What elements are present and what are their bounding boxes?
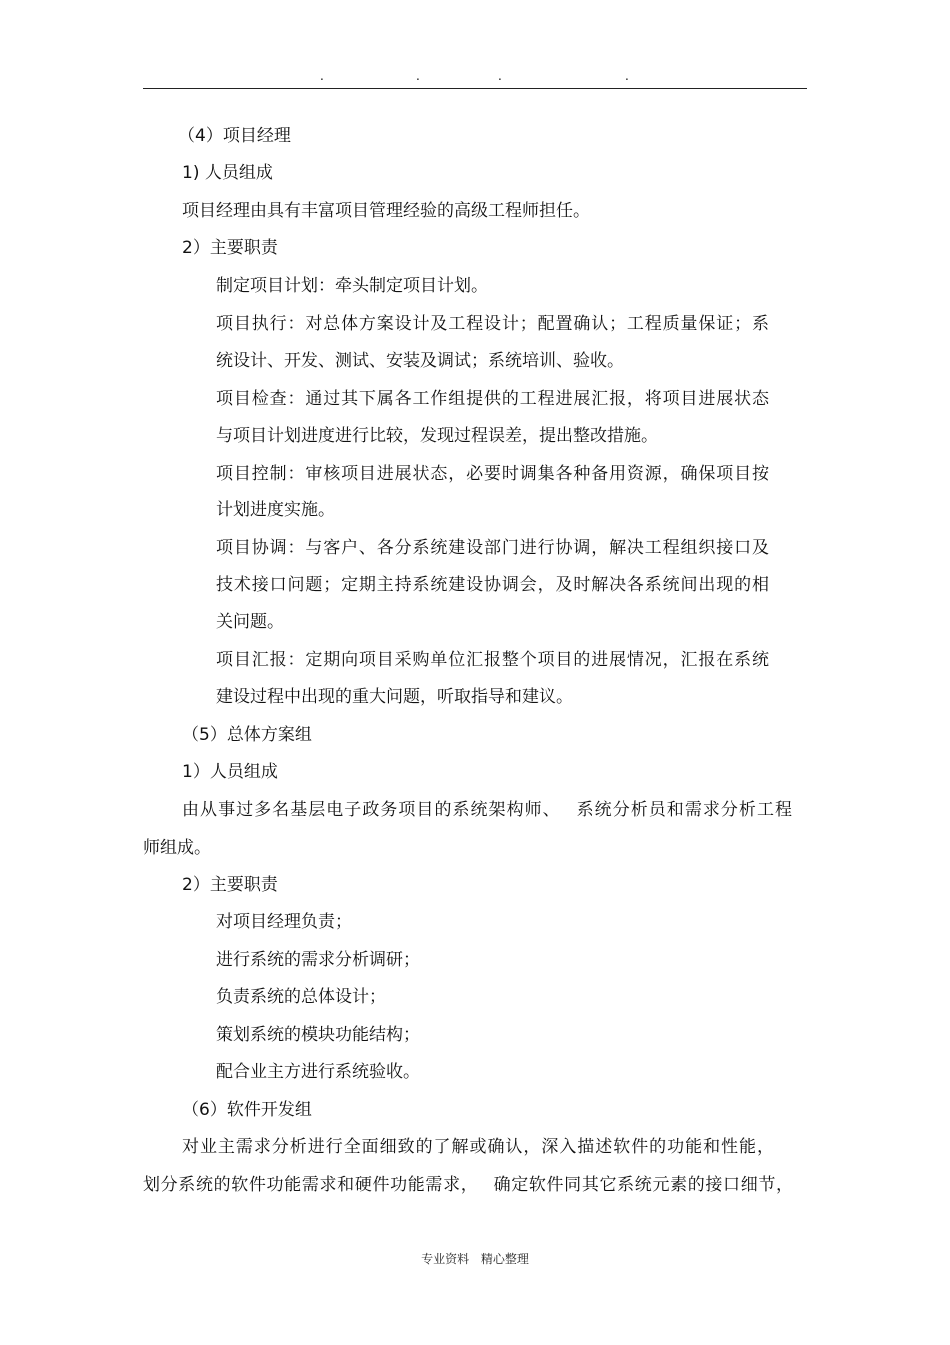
duty-line: 关问题。 [216,612,284,632]
duty-line: 策划系统的模块功能结构； [216,1025,420,1045]
footer-right-text: 精心整理 [480,1252,529,1266]
page-footer [0,1252,950,1266]
duty-line: 计划进度实施。 [216,500,335,520]
duty-line: 与项目计划进度进行比较，发现过程误差，提出整改措施。 [216,426,658,446]
duty-line: 项目控制：审核项目进展状态，必要时调集各种备用资源，确保项目按 [216,464,769,484]
duty-line: 项目执行：对总体方案设计及工程设计；配置确认；工程质量保证；系 [216,314,769,334]
subheading-duties: 2）主要职责 [182,238,278,258]
paragraph-staffing: 由从事过多名基层电子政务项目的系统架构师、 系统分析员和需求分析工程 [182,800,792,820]
duty-line: 项目检查：通过其下属各工作组提供的工程进展汇报，将项目进展状态 [216,389,769,409]
subheading-duties: 2）主要职责 [182,875,278,895]
header-dot: . [498,69,502,83]
duty-line: 配合业主方进行系统验收。 [216,1062,420,1082]
footer-left-text: 专业资料 [421,1252,470,1266]
duty-line: 统设计、开发、测试、安装及调试；系统培训、验收。 [216,351,624,371]
section-heading-project-manager: （4）项目经理 [178,126,291,146]
paragraph-software-dev: 对业主需求分析进行全面细致的了解或确认，深入描述软件的功能和性能， [182,1137,774,1157]
duty-line: 制定项目计划：牵头制定项目计划。 [216,276,488,296]
duty-line: 项目汇报：定期向项目采购单位汇报整个项目的进展情况，汇报在系统 [216,650,769,670]
paragraph-software-dev-continued: 划分系统的软件功能需求和硬件功能需求， 确定软件同其它系统元素的接口细节， [143,1175,793,1195]
duty-line: 进行系统的需求分析调研； [216,950,420,970]
header-dot: . [416,69,420,83]
section-heading-overall-plan-group: （5）总体方案组 [182,725,312,745]
header-rule [143,88,807,89]
header-dot: . [625,69,629,83]
duty-line: 技术接口问题；定期主持系统建设协调会，及时解决各系统间出现的相 [216,575,769,595]
header-dots [0,70,950,86]
paragraph-staffing-continued: 师组成。 [143,838,211,858]
duty-line: 建设过程中出现的重大问题，听取指导和建议。 [216,687,573,707]
paragraph-staffing: 项目经理由具有丰富项目管理经验的高级工程师担任。 [182,201,590,221]
subheading-staffing: 1）人员组成 [182,762,278,782]
section-heading-software-dev-group: （6）软件开发组 [182,1100,312,1120]
duty-line: 对项目经理负责； [216,912,352,932]
duty-line: 项目协调：与客户、各分系统建设部门进行协调，解决工程组织接口及 [216,538,769,558]
duty-line: 负责系统的总体设计； [216,987,386,1007]
header-dot: . [320,69,324,83]
subheading-staffing: 1) 人员组成 [182,163,273,183]
